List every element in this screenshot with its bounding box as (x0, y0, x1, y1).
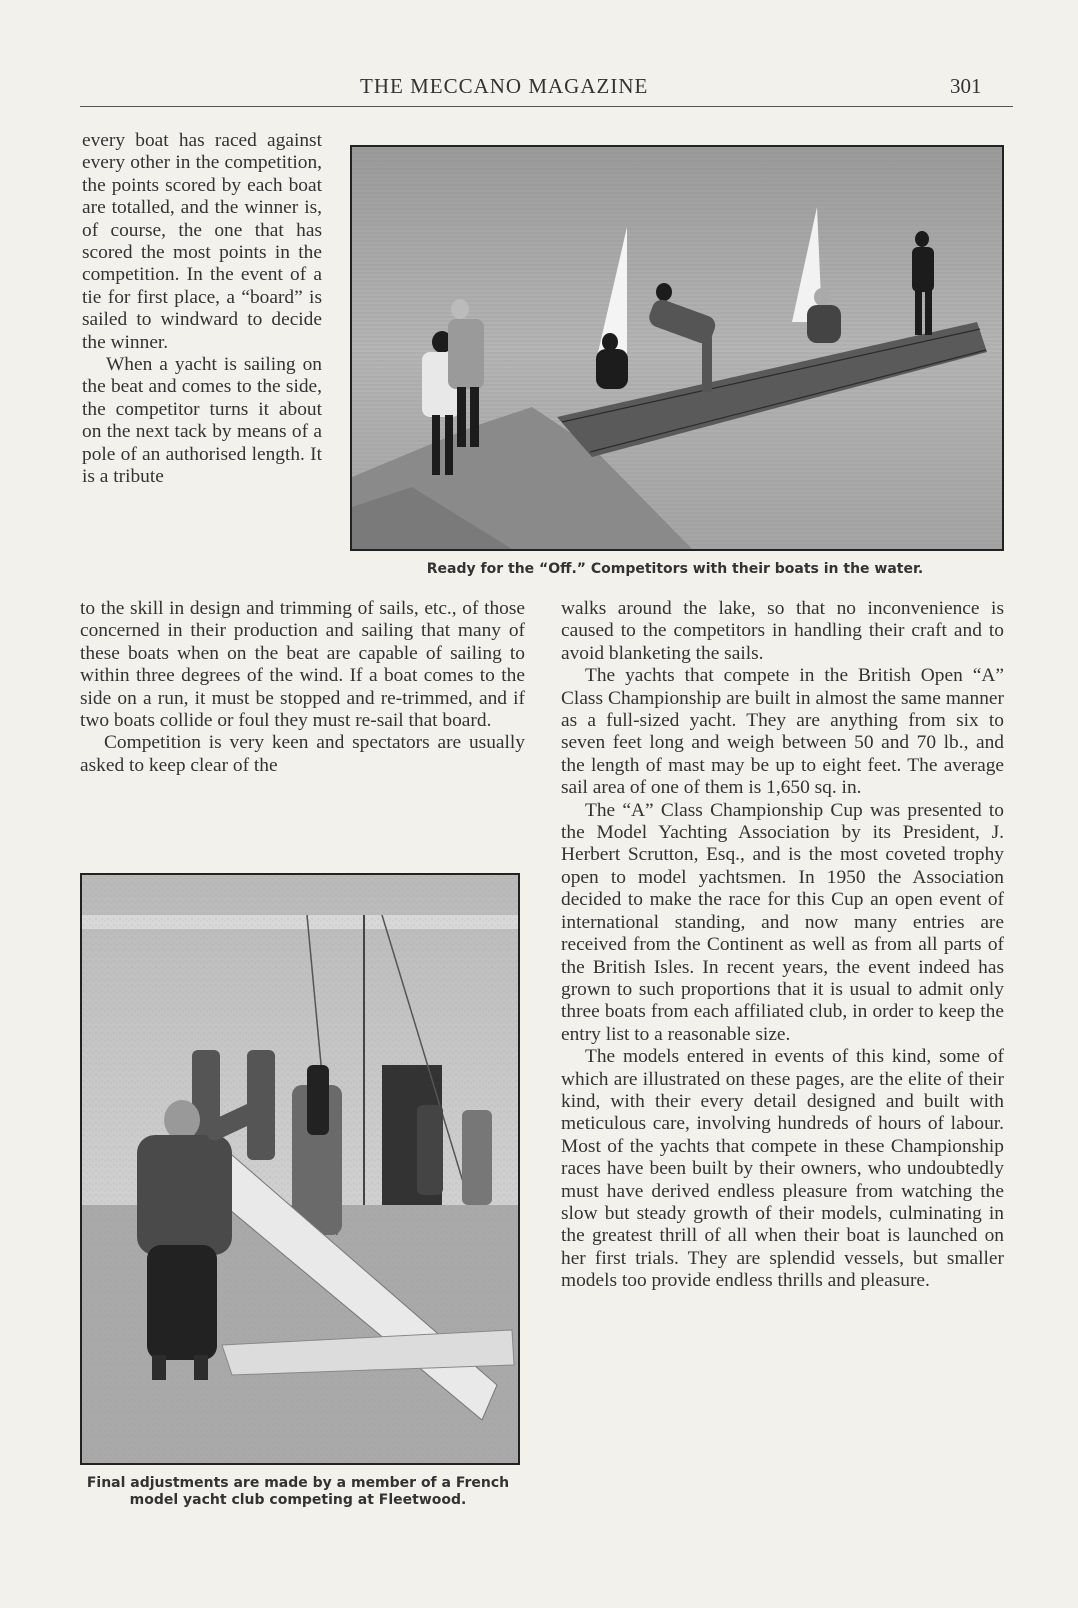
paragraph-skill: to the skill in design and trimming of sails, etc., of those concerned in their production and sailing that many of these boats when on the beat are capable of sailing to within three degrees of the wind. If a boat comes to the side on a run, it must be stopped and re-trimmed, and if two boats collide or foul they must re-sail that board. (80, 598, 525, 732)
caption-top-photo: Ready for the “Off.” Competitors with their boats in the water. (426, 561, 924, 577)
photo-yachts-ready (350, 145, 1004, 551)
paragraph-walks: walks around the lake, so that no inconvenience is caused to the competitors in handling their craft and to avoid blanketing the sails. (561, 598, 1004, 664)
caption-bottom-line-2: model yacht club competing at Fleetwood. (129, 1492, 467, 1508)
paragraph-models: The models entered in events of this kind, some of which are illustrated on these pages, are the elite of their kind, with their every detail designed and built with meticulous care, involving hundreds of hours of labour. Most of the yachts that compete in these Championship races have been built by their owners, who undoubtedly must have derived endless pleasure from watching the slow but steady growth of their models, culminating in the greatest thrill of all when their boat is launched on her first trials. They are splendid vessels, but smaller models too provide endless thrills and pleasure. (561, 1046, 1004, 1292)
header-rule (80, 106, 1013, 107)
paragraph-championship-cup: The “A” Class Championship Cup was presented to the Model Yachting Association by its President, J. Herbert Scrutton, Esq., and is the most coveted trophy open to model yachtsmen. In 1950 the Association decided to make the race for this Cup an open event of international standing, and now many entries are received from the Continent as well as from all parts of the British Isles. In recent years, the event indeed has grown to such proportions that it is usual to admit only three boats from each affiliated club, in order to keep the entry list to a reasonable size. (561, 799, 1004, 1045)
caption-bottom-photo (70, 1475, 526, 1509)
photo-french-club-member (80, 873, 520, 1465)
right-column (561, 598, 1004, 1293)
paragraph-spectators: Competition is very keen and spectators are usually asked to keep clear of the (80, 732, 525, 776)
top-left-column (82, 130, 322, 489)
left-bottom-column (80, 598, 525, 777)
paragraph-tie-rule: every boat has raced against every other in the competition, the points scored by each boat are totalled, and the winner is, of course, the one that has scored the most points in the competition. In the event of a tie for first place, a “board” is sailed to windward to decide the winner. (82, 130, 322, 353)
magazine-title: THE MECCANO MAGAZINE (360, 74, 649, 98)
paragraph-yacht-build: The yachts that compete in the British Open “A” Class Championship are built in almost the same manner as a full-sized yacht. They are anything from six to seven feet long and weigh between 50 and 70 lb., and the length of mast may be up to eight feet. The average sail area of one of them is 1,650 sq. in. (561, 665, 1004, 799)
paragraph-tacking: When a yacht is sailing on the beat and comes to the side, the competitor turns it about on the next tack by means of a pole of an authorised length. It is a tribute (82, 354, 322, 488)
page-number: 301 (950, 74, 982, 98)
caption-bottom-line-1: Final adjustments are made by a member of a French (86, 1475, 510, 1491)
